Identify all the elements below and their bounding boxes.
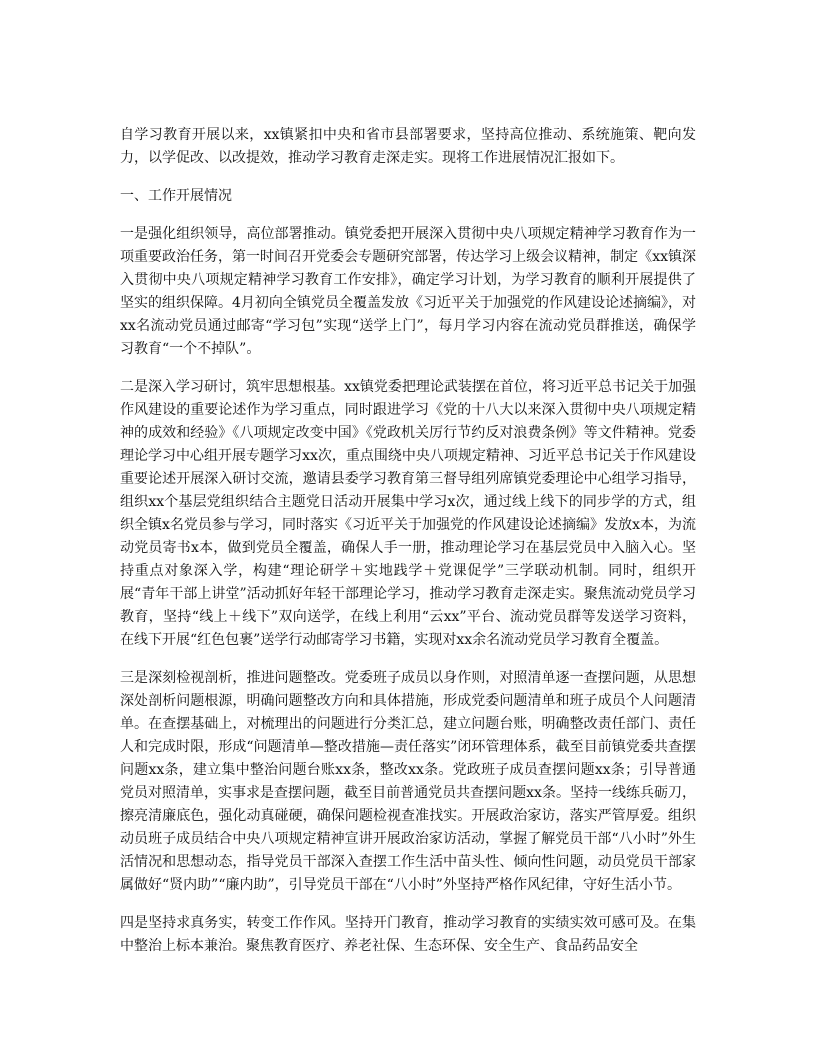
paragraph-4: 四是坚持求真务实，转变工作作风。坚持开门教育，推动学习教育的实绩实效可感可及。在集中整治上标本兼治。聚焦教育医疗、养老社保、生态环保、安全生产、食品药品安全	[120, 915, 696, 954]
document-page	[120, 124, 696, 973]
paragraph-2: 二是深入学习研讨，筑牢思想根基。xx镇党委把理论武装摆在首位，将习近平总书记关于加强作风建设的重要论述作为学习重点，同时跟进学习《党的十八大以来深入贯彻中央八项规定精神的成效和经验》《八项规定改变中国》《党政机关厉行节约反对浪费条例》等文件精神。党委理论学习中心组开展专题学习xx次，重点围绕中央八项规定精神、习近平总书记关于作风建设重要论述开展深入研讨交流，邀请县委学习教育第三督导组列席镇党委理论中心组学习指导，组织xx个基层党组织结合主题党日活动开展集中学习x次，通过线上线下的同步学的方式，组织全镇x名党员参与学习，同时落实《习近平关于加强党的作风建设论述摘编》发放x本，为流动党员寄书x本，做到党员全覆盖，确保人手一册，推动理论学习在基层党员中入脑入心。坚持重点对象深入学，构建“理论研学＋实地践学＋党课促学”三学联动机制。同时，组织开展“青年干部上讲堂”活动抓好年轻干部理论学习，推动学习教育走深走实。聚焦流动党员学习教育，坚持“线上＋线下”双向送学，在线上利用“云xx”平台、流动党员群等发送学习资料，在线下开展“红色包裹”送学行动邮寄学习书籍，实现对xx余名流动党员学习教育全覆盖。	[120, 379, 696, 648]
paragraph-1: 一是强化组织领导，高位部署推动。镇党委把开展深入贯彻中央八项规定精神学习教育作为一项重要政治任务，第一时间召开党委会专题研究部署，传达学习上级会议精神，制定《xx镇深入贯彻中央八项规定精神学习教育工作安排》，确定学习计划，为学习教育的顺利开展提供了坚实的组织保障。4月初向全镇党员全覆盖发放《习近平关于加强党的作风建设论述摘编》，对xx名流动党员通过邮寄“学习包”实现“送学上门”，每月学习内容在流动党员群推送，确保学习教育“一个不掉队”。	[120, 226, 696, 357]
paragraph-3: 三是深刻检视剖析，推进问题整改。党委班子成员以身作则，对照清单逐一查摆问题，从思想深处剖析问题根源，明确问题整改方向和具体措施，形成党委问题清单和班子成员个人问题清单。在查摆基础上，对梳理出的问题进行分类汇总，建立问题台账，明确整改责任部门、责任人和完成时限，形成“问题清单—整改措施—责任落实”闭环管理体系，截至目前镇党委共查摆问题xx条，建立集中整治问题台账xx条，整改xx条。党政班子成员查摆问题xx条；引导普通党员对照清单，实事求是查摆问题，截至目前普通党员共查摆问题xx条。坚持一线练兵砺刀，擦亮清廉底色，强化动真碰硬，确保问题检视查准找实。开展政治家访，落实严管厚爱。组织动员班子成员结合中央八项规定精神宣讲开展政治家访活动，掌握了解党员干部“八小时”外生活情况和思想动态，指导党员干部深入查摆工作生活中苗头性、倾向性问题，动员党员干部家属做好“贤内助”“廉内助”，引导党员干部在“八小时”外坚持严格作风纪律，守好生活小节。	[120, 670, 696, 893]
intro-paragraph: 自学习教育开展以来，xx镇紧扣中央和省市县部署要求，坚持高位推动、系统施策、靶向发力，以学促改、以改提效，推动学习教育走深走实。现将工作进展情况汇报如下。	[120, 127, 696, 166]
section-heading: 一、工作开展情况	[120, 188, 232, 204]
